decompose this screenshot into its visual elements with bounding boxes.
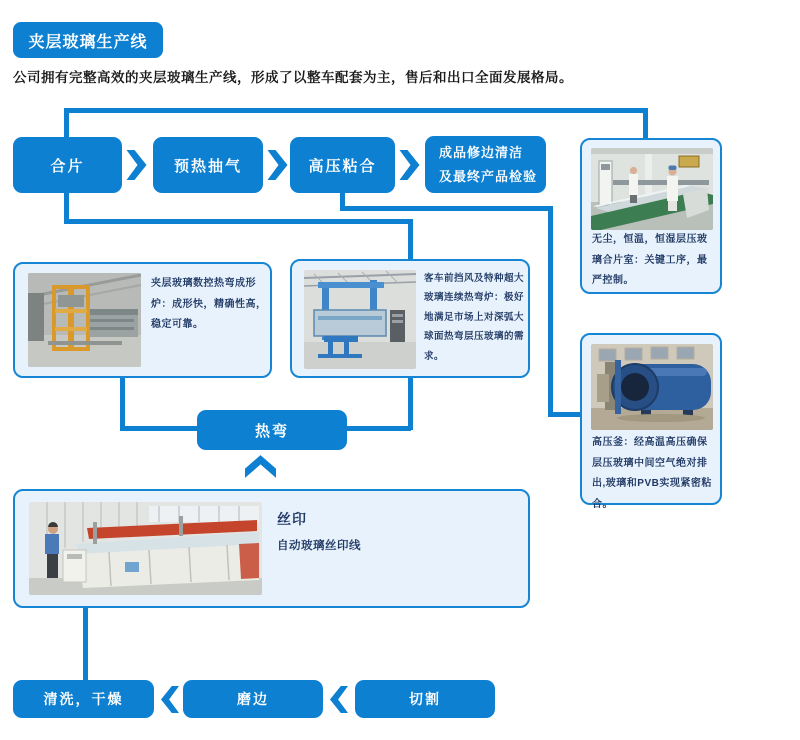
flow-step-hot-bending-label: 热弯: [254, 422, 289, 440]
flow-step-cutting: [355, 680, 495, 718]
connector-line: [120, 426, 197, 431]
flow-step-high-pressure-bonding-label: 高压粘合: [308, 157, 377, 175]
page-title-label: 夹层玻璃生产线: [28, 33, 148, 51]
flow-step-preheat-vacuum-label: 预热抽气: [173, 157, 242, 175]
panel-silk-printing: [13, 489, 530, 608]
panel-assembly-room: [580, 138, 722, 294]
connector-line: [347, 426, 411, 431]
arrow-right-icon: [399, 150, 420, 185]
flow-step-assembly: [13, 137, 122, 193]
connector-line: [64, 108, 648, 113]
assembly-room-photo: [591, 148, 713, 230]
flow-step-washing-drying: [13, 680, 154, 718]
connector-line: [83, 606, 88, 682]
connector-line: [643, 108, 648, 139]
bus-windshield-furnace-caption: 客车前挡风及特种超大玻璃连续热弯炉：极好地满足市场上对深弧大球面热弯层压玻璃的需求。: [424, 273, 525, 362]
flow-step-final-inspection-line2: 及最终产品检验: [439, 168, 538, 184]
autoclave-photo: [591, 344, 713, 430]
cnc-bending-furnace-photo: [28, 273, 141, 367]
cnc-bending-furnace-caption: 夹层玻璃数控热弯成形炉：成形快，精确性高，稳定可靠。: [151, 278, 267, 330]
page-title: [13, 22, 163, 58]
flow-step-edging: [183, 680, 323, 718]
flow-step-cutting-label: 切割: [409, 691, 441, 707]
arrow-left-icon: [161, 686, 179, 718]
connector-line: [408, 219, 413, 260]
flow-step-washing-drying-label: 清洗，干燥: [43, 691, 124, 707]
silk-printing-subtitle: 自动玻璃丝印线: [277, 540, 361, 552]
flow-step-edging-label: 磨边: [237, 691, 269, 707]
flow-step-assembly-label: 合片: [50, 157, 85, 175]
flow-step-preheat-vacuum: [153, 137, 263, 193]
flow-step-high-pressure-bonding: [290, 137, 395, 193]
assembly-room-caption: 无尘，恒温，恒湿层压玻璃合片室：关键工序，最严控制。: [592, 234, 708, 286]
connector-line: [408, 378, 413, 430]
flow-step-final-inspection: [425, 136, 546, 193]
flow-step-final-inspection-line1: 成品修边清洁: [439, 145, 524, 161]
panel-cnc-bending-furnace: [13, 262, 272, 378]
panel-bus-windshield-furnace: [290, 259, 530, 378]
flow-step-hot-bending: [197, 410, 347, 450]
arrow-right-icon: [126, 150, 147, 185]
arrow-up-icon: [245, 455, 276, 483]
intro-text: 公司拥有完整高效的夹层玻璃生产线，形成了以整车配套为主，售后和出口全面发展格局。: [13, 70, 573, 85]
connector-line: [548, 412, 582, 417]
silk-printing-photo: [29, 502, 262, 595]
connector-line: [340, 206, 553, 211]
connector-line: [548, 206, 553, 417]
connector-line: [120, 378, 125, 430]
autoclave-caption: 高压釜：经高温高压确保层压玻璃中间空气绝对排出,玻璃和PVB实现紧密粘合。: [592, 437, 712, 510]
panel-autoclave: [580, 333, 722, 510]
silk-printing-title: 丝印: [277, 511, 307, 527]
connector-line: [64, 219, 413, 224]
arrow-left-icon: [330, 686, 348, 718]
bus-windshield-furnace-photo: [304, 270, 416, 369]
arrow-right-icon: [267, 150, 288, 185]
